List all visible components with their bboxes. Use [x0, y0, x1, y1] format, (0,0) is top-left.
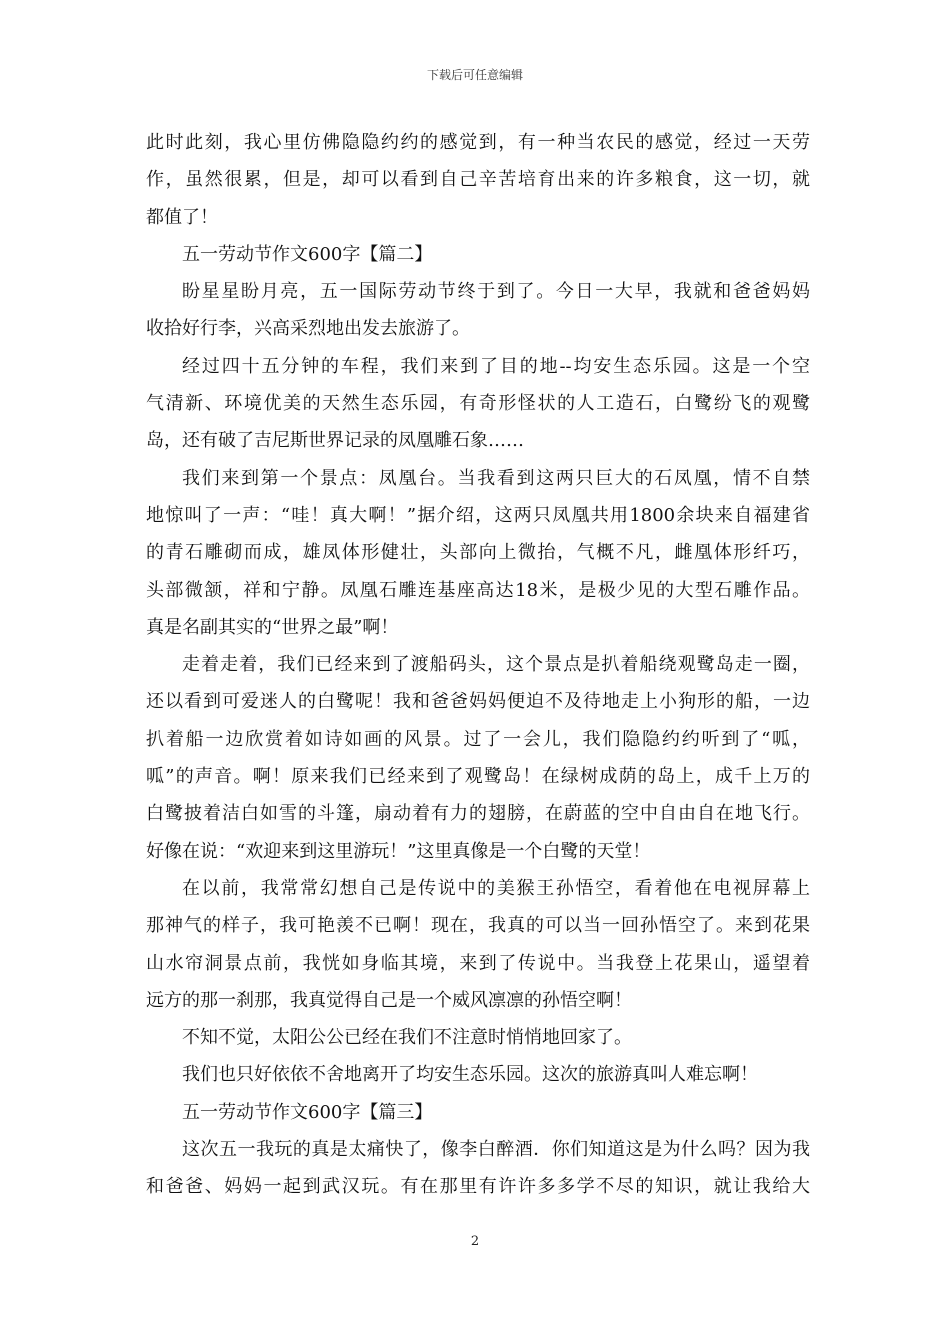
text-line: 山水帘洞景点前，我恍如身临其境，来到了传说中。当我登上花果山，遥望着: [146, 952, 810, 974]
page-number: 2: [470, 1234, 480, 1249]
page-header: 下载后可任意编辑: [426, 68, 523, 82]
document-body: [146, 124, 810, 1206]
text-line: 我们也只好依依不舍地离开了均安生态乐园。这次的旅游真叫人难忘啊！: [182, 1064, 758, 1086]
text-line: 白鹭披着洁白如雪的斗篷，扇动着有力的翅膀，在蔚蓝的空中自由自在地飞行。: [146, 803, 810, 825]
text-line: 的青石雕砌而成，雄凤体形健壮，头部向上微抬，气概不凡，雌凰体形纤巧，: [146, 542, 810, 564]
text-line: 走着走着，我们已经来到了渡船码头，这个景点是扒着船绕观鹭岛走一圈，: [182, 654, 810, 676]
text-line: 都值了！: [146, 206, 218, 228]
text-line: 收拾好行李，兴高采烈地出发去旅游了。: [146, 318, 470, 340]
text-line: 远方的那一刹那，我真觉得自己是一个威风凛凛的孙悟空啊！: [146, 989, 632, 1011]
text-line: 地惊叫了一声：“哇！真大啊！”据介绍，这两只凤凰共用1800余块来自福建省: [146, 504, 810, 526]
text-line: 在以前，我常常幻想自己是传说中的美猴王孙悟空，看着他在电视屏幕上: [182, 877, 810, 899]
text-line: 作，虽然很累，但是，却可以看到自己辛苦培育出来的许多粮食，这一切，就: [146, 169, 810, 191]
text-line: 此时此刻，我心里仿佛隐隐约约的感觉到，有一种当农民的感觉，经过一天劳: [146, 132, 810, 153]
text-line: 真是名副其实的“世界之最”啊！: [146, 616, 399, 638]
text-line: 不知不觉，太阳公公已经在我们不注意时悄悄地回家了。: [182, 1027, 632, 1049]
text-line: 气清新、环境优美的天然生态乐园，有奇形怪状的人工造石，白鹭纷飞的观鹭: [146, 393, 810, 415]
text-line: 经过四十五分钟的车程，我们来到了目的地--均安生态乐园。这是一个空: [182, 355, 810, 377]
text-line: 岛，还有破了吉尼斯世界记录的凤凰雕石象……: [146, 430, 524, 452]
text-line: 五一劳动节作文600字【篇二】: [182, 243, 433, 265]
text-line: 扒着船一边欣赏着如诗如画的风景。过了一会儿，我们隐隐约约听到了“呱，: [146, 728, 810, 750]
text-line: 和爸爸、妈妈一起到武汉玩。有在那里有许许多多学不尽的知识，就让我给大: [146, 1176, 810, 1198]
text-line: 头部微颔，祥和宁静。凤凰石雕连基座高达18米，是极少见的大型石雕作品。: [146, 579, 810, 601]
text-line: 呱”的声音。啊！原来我们已经来到了观鹭岛！在绿树成荫的岛上，成千上万的: [146, 766, 810, 788]
text-line: 五一劳动节作文600字【篇三】: [182, 1101, 433, 1123]
text-line: 盼星星盼月亮，五一国际劳动节终于到了。今日一大早，我就和爸爸妈妈: [182, 281, 810, 303]
text-line: 我们来到第一个景点：凤凰台。当我看到这两只巨大的石凤凰，情不自禁: [182, 467, 810, 489]
text-line: 这次五一我玩的真是太痛快了，像李白醉酒．你们知道这是为什么吗？因为我: [182, 1139, 810, 1161]
text-line: 还以看到可爱迷人的白鹭呢！我和爸爸妈妈便迫不及待地走上小狗形的船，一边: [146, 691, 810, 713]
text-line: 好像在说：“欢迎来到这里游玩！”这里真像是一个白鹭的天堂！: [146, 840, 651, 862]
text-line: 那神气的样子，我可艳羡不已啊！现在，我真的可以当一回孙悟空了。来到花果: [146, 915, 810, 937]
